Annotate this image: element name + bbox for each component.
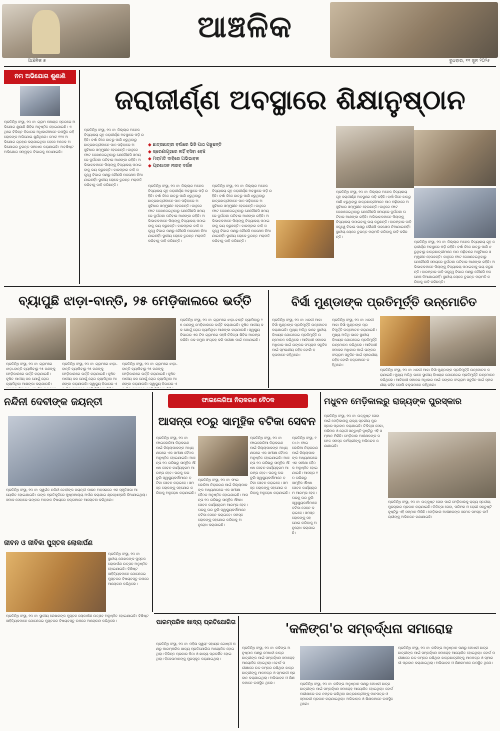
story7-body-col1: ପ୍ରତିନିଧି ସଂସ୍ଥା, ୧୦।୬: ସ୍ଥାନୀୟ ଲେଖକଙ୍କ ପୁସ୍ତକ ଲୋକାର୍ପଣ ଉତ୍ସବ ଅନୁଷ୍ଠିତ ହୋଇଯାଇଛି। ବିଶିଷ୍ଟ ସାହିତ୍ୟିକମାନେ ଯୋଗଦେଇ ପୁସ୍ତକର ବିଷୟବସ୍ତୁ ଉପରେ ଆଲୋଚନା କରିଥିଲେ।: [108, 552, 149, 586]
story5-photo-meeting: [198, 436, 248, 476]
story2-headline: ବ୍ୟାପୁଛି ଝାଡ଼ା-ବାନ୍ତି, ୨୫ ମେଡ଼ିକାଲରେ ଭର୍ତ୍ତି: [18, 294, 252, 309]
story8-headline: ପାରମ୍ପରିକ ଖାଦ୍ୟ ପ୍ରତିଯୋଗିତା: [156, 619, 236, 626]
lead-body-col4: ପ୍ରତିନିଧି ସଂସ୍ଥା, ୧୦।୬: ଜିଲ୍ଲାର ଅନେକ ବିଦ୍ୟାଳୟ ଗୃହ ଜରାଜୀର୍ଣ୍ଣ ଅବସ୍ଥାରେ ପଡ଼ି ରହିଛି। ବର୍ଷା ଦିନେ ଛାତରୁ ପାଣି ଝରୁଥିବାରୁ ଛାତ୍ରଛାତ୍ରୀମାନେ ପାଠ ପଢ଼ିବାରେ ଅସୁବିଧାର ସମ୍ମୁଖୀନ ହେଉଛନ୍ତି। କାନ୍ଥରେ ଫାଟ ଦେଖାଦେଇଥିବାରୁ ଯେକୌଣସି ସମୟରେ ଦୁର୍ଘଟଣା ଘଟିବାର ଆଶଙ୍କା ରହିଛି। ଅଭିଭାବକମାନେ ପିଲାଙ୍କୁ ବିଦ୍ୟାଳୟ ପଠାଇବାକୁ ଭୟ କରୁଛନ୍ତି। ବାରମ୍ବାର ଦାବି ସତ୍ତ୍ୱେ ବିଭାଗ ପକ୍ଷରୁ କୌଣସି ପଦକ୍ଷେପ ନିଆଯାଇନାହିଁ। ସ୍ଥାନୀୟ ଲୋକେ ତୁରନ୍ତ ମରାମତି କରିବାକୁ ଦାବି କରିଛନ୍ତି।: [336, 190, 412, 239]
story5-body-col1: ପ୍ରତିନିଧି ସଂସ୍ଥା, ୧୦।୬: ଫାଇଲେରିଆ ନିରାକରଣ ପାଇଁ ଜିଲ୍ଲାପାଳଙ୍କ ଅଧ୍ୟକ୍ଷତାରେ ଏକ ସମୀକ୍ଷା ବୈଠକ ଅନୁଷ୍ଠିତ ହୋଇଯାଇଛି। ଆସନ୍ତା ୧୦ ତାରିଖରୁ ସାମୂହିକ ଔଷଧ ସେବନ କାର୍ଯ୍ୟକ୍ରମ ଆରମ୍ଭ ହେବ। ଘରକୁ ଘର ବୁଲି ସ୍ୱାସ୍ଥ୍ୟକର୍ମୀମାନେ ବଟିକା ସେବନ କରାଇବେ। ସମସ୍ତ ଲୋକଙ୍କୁ ସହଯୋଗ କରିବାକୁ ଅନୁରୋଧ କରାଯାଇଛି।: [156, 436, 196, 495]
story3-photo-crowd: [430, 316, 496, 366]
story3-body-col1: ପ୍ରତିନିଧି ସଂସ୍ଥା, ୧୦।୬: ଧରତୀ ଆବା ବିର୍ସା ମୁଣ୍ଡାଙ୍କ ପ୍ରତିମୂର୍ତ୍ତି ଉନ୍ମୋଚନ କରାଯାଇଛି। ମୁଖ୍ୟ ଅତିଥି ଭାବେ ସ୍ଥାନୀୟ ବିଧାୟକ ଯୋଗଦେଇ ପ୍ରତିମୂର୍ତ୍ତି ଉନ୍ମୋଚନ କରିଥିଲେ। ଆଦିବାସୀ ସମାଜର ଅଧିକାର ପାଇଁ ତାଙ୍କର ସଂଗ୍ରାମ ସବୁଦିନ ପାଇଁ ସ୍ମରଣୀୟ ରହିବ ବୋଲି ବକ୍ତାମାନେ କହିଥିଲେ।: [272, 318, 328, 357]
lead-bullets: [148, 142, 288, 178]
story8-divider: [238, 616, 239, 728]
story2-body-col4: ପ୍ରତିନିଧି ସଂସ୍ଥା, ୧୦।୬: ଗ୍ରାମରେ ଝାଡ଼ା-ବାନ୍ତି ବ୍ୟାପିବାରୁ ୨୫ ଜଣଙ୍କୁ ମେଡ଼ିକାଲରେ ଭର୍ତ୍ତି କରାଯାଇଛି। ଦୂଷିତ ପାନୀୟ ଜଳ ଯୋଗୁଁ ରୋଗ ବ୍ୟାପିଥିବା ଆଶଙ୍କା କରାଯାଉଛି। ସ୍ୱାସ୍ଥ୍ୟ ବିଭାଗର ଏକ ଟିମ ଗ୍ରାମରେ ପହଞ୍ଚି ଚିକିତ୍ସା ଶିବିର ଆରମ୍ଭ କରିଛି। ଜଳ ନମୁନା ସଂଗ୍ରହ କରି ପରୀକ୍ଷା ପାଇଁ ପଠାଯାଇଛି।: [180, 318, 264, 342]
masthead-title: ଆଞ୍ଚଳିକ: [197, 10, 293, 45]
story5-body-col2: ପ୍ରତିନିଧି ସଂସ୍ଥା, ୧୦।୬: ଫାଇଲେରିଆ ନିରାକରଣ ପାଇଁ ଜିଲ୍ଲାପାଳଙ୍କ ଅଧ୍ୟକ୍ଷତାରେ ଏକ ସମୀକ୍ଷା ବୈଠକ ଅନୁଷ୍ଠିତ ହୋଇଯାଇଛି। ଆସନ୍ତା ୧୦ ତାରିଖରୁ ସାମୂହିକ ଔଷଧ ସେବନ କାର୍ଯ୍ୟକ୍ରମ ଆରମ୍ଭ ହେବ। ଘରକୁ ଘର ବୁଲି ସ୍ୱାସ୍ଥ୍ୟକର୍ମୀମାନେ ବଟିକା ସେବନ କରାଇବେ। ସମସ୍ତ ଲୋକଙ୍କୁ ସହଯୋଗ କରିବାକୁ ଅନୁରୋଧ କରାଯାଇଛି।: [198, 478, 248, 527]
story3-body-col2: ପ୍ରତିନିଧି ସଂସ୍ଥା, ୧୦।୬: ଧରତୀ ଆବା ବିର୍ସା ମୁଣ୍ଡାଙ୍କ ପ୍ରତିମୂର୍ତ୍ତି ଉନ୍ମୋଚନ କରାଯାଇଛି। ମୁଖ୍ୟ ଅତିଥି ଭାବେ ସ୍ଥାନୀୟ ବିଧାୟକ ଯୋଗଦେଇ ପ୍ରତିମୂର୍ତ୍ତି ଉନ୍ମୋଚନ କରିଥିଲେ। ଆଦିବାସୀ ସମାଜର ଅଧିକାର ପାଇଁ ତାଙ୍କର ସଂଗ୍ରାମ ସବୁଦିନ ପାଇଁ ସ୍ମରଣୀୟ ରହିବ ବୋଲି ବକ୍ତାମାନେ କହିଥିଲେ।: [332, 318, 378, 367]
story5-banner: ଫାଇଲେରିଆ ନିରାକରଣ ବୈଠକ: [168, 394, 308, 408]
lead-photo-yard: [414, 188, 496, 238]
story7-headline: ଜୀବନ ଓ ଜୀବିକା ପୁସ୍ତକ ଲୋକାର୍ପଣ: [4, 539, 93, 547]
story6-body-col1: ପ୍ରତିନିଧି ସଂସ୍ଥା, ୧୦।୬: ଉତ୍କୃଷ୍ଟ ସେବା ପାଇଁ ମେଡ଼ିକାଲକୁ ରାଜ୍ୟ ସ୍ତରୀୟ ପୁରସ୍କାର ପ୍ରଦାନ କରାଯାଇଛି। ଚିକିତ୍ସା ସେବା, ପରିମଳ ଓ ରୋଗୀ ସନ୍ତୁଷ୍ଟି ଦୃଷ୍ଟିରୁ ଏହି ସମ୍ମାନ ମିଳିଛି। ମେଡ଼ିକାଲ ଅଧୀକ୍ଷକଙ୍କ ସମେତ ସମସ୍ତ କର୍ମଚାରୀଙ୍କୁ ଅଭିନନ୍ଦନ ଜଣାଯାଇଛି।: [324, 414, 384, 448]
story7-photo-launch: [6, 552, 106, 612]
lead-body-col1: ପ୍ରତିନିଧି ସଂସ୍ଥା, ୧୦।୬: ଜିଲ୍ଲାର ଅନେକ ବିଦ୍ୟାଳୟ ଗୃହ ଜରାଜୀର୍ଣ୍ଣ ଅବସ୍ଥାରେ ପଡ଼ି ରହିଛି। ବର୍ଷା ଦିନେ ଛାତରୁ ପାଣି ଝରୁଥିବାରୁ ଛାତ୍ରଛାତ୍ରୀମାନେ ପାଠ ପଢ଼ିବାରେ ଅସୁବିଧାର ସମ୍ମୁଖୀନ ହେଉଛନ୍ତି। କାନ୍ଥରେ ଫାଟ ଦେଖାଦେଇଥିବାରୁ ଯେକୌଣସି ସମୟରେ ଦୁର୍ଘଟଣା ଘଟିବାର ଆଶଙ୍କା ରହିଛି। ଅଭିଭାବକମାନେ ପିଲାଙ୍କୁ ବିଦ୍ୟାଳୟ ପଠାଇବାକୁ ଭୟ କରୁଛନ୍ତି। ବାରମ୍ବାର ଦାବି ସତ୍ତ୍ୱେ ବିଭାଗ ପକ୍ଷରୁ କୌଣସି ପଦକ୍ଷେପ ନିଆଯାଇନାହିଁ। ସ୍ଥାନୀୟ ଲୋକେ ତୁରନ୍ତ ମରାମତି କରିବାକୁ ଦାବି କରିଛନ୍ତି।: [84, 128, 144, 187]
story5-body-col4: ପ୍ରତିନିଧି ସଂସ୍ଥା, ୧୦।୬: ଫାଇଲେରିଆ ନିରାକରଣ ପାଇଁ ଜିଲ୍ଲାପାଳଙ୍କ ଅଧ୍ୟକ୍ଷତାରେ ଏକ ସମୀକ୍ଷା ବୈଠକ ଅନୁଷ୍ଠିତ ହୋଇଯାଇଛି। ଆସନ୍ତା ୧୦ ତାରିଖରୁ ସାମୂହିକ ଔଷଧ ସେବନ କାର୍ଯ୍ୟକ୍ରମ ଆରମ୍ଭ ହେବ। ଘରକୁ ଘର ବୁଲି ସ୍ୱାସ୍ଥ୍ୟକର୍ମୀମାନେ ବଟିକା ସେବନ କରାଇବେ। ସମସ୍ତ ଲୋକଙ୍କୁ ସହଯୋଗ କରିବାକୁ ଅନୁରୋଧ କରାଯାଇଛି।: [292, 436, 318, 535]
story3-body-col3: ପ୍ରତିନିଧି ସଂସ୍ଥା, ୧୦।୬: ଧରତୀ ଆବା ବିର୍ସା ମୁଣ୍ଡାଙ୍କ ପ୍ରତିମୂର୍ତ୍ତି ଉନ୍ମୋଚନ କରାଯାଇଛି। ମୁଖ୍ୟ ଅତିଥି ଭାବେ ସ୍ଥାନୀୟ ବିଧାୟକ ଯୋଗଦେଇ ପ୍ରତିମୂର୍ତ୍ତି ଉନ୍ମୋଚନ କରିଥିଲେ। ଆଦିବାସୀ ସମାଜର ଅଧିକାର ପାଇଁ ତାଙ୍କର ସଂଗ୍ରାମ ସବୁଦିନ ପାଇଁ ସ୍ମରଣୀୟ ରହିବ ବୋଲି ବକ୍ତାମାନେ କହିଥିଲେ।: [380, 368, 495, 387]
side-divider: [79, 70, 80, 284]
story5-headline: ଆସନ୍ତା ୧୦ରୁ ସାମୂହିକ ବଟିକା ସେବନ: [158, 415, 316, 428]
section-rule-1: [4, 286, 496, 287]
story9-photo-stage: [300, 646, 394, 680]
lead-bullet: ◆ ପ୍ରଶାସନ ନୀରବ ଦର୍ଶକ: [148, 163, 288, 170]
story4-divider: [152, 392, 153, 612]
lead-bullet: ◆ ଛାତ୍ରଛାତ୍ରୀ ବର୍ଷାରେ ଭିଜି ପାଠ ପଢୁଛନ୍ତି: [148, 142, 288, 149]
story5-body-col3: ପ୍ରତିନିଧି ସଂସ୍ଥା, ୧୦।୬: ଫାଇଲେରିଆ ନିରାକରଣ ପାଇଁ ଜିଲ୍ଲାପାଳଙ୍କ ଅଧ୍ୟକ୍ଷତାରେ ଏକ ସମୀକ୍ଷା ବୈଠକ ଅନୁଷ୍ଠିତ ହୋଇଯାଇଛି। ଆସନ୍ତା ୧୦ ତାରିଖରୁ ସାମୂହିକ ଔଷଧ ସେବନ କାର୍ଯ୍ୟକ୍ରମ ଆରମ୍ଭ ହେବ। ଘରକୁ ଘର ବୁଲି ସ୍ୱାସ୍ଥ୍ୟକର୍ମୀମାନେ ବଟିକା ସେବନ କରାଇବେ। ସମସ୍ତ ଲୋକଙ୍କୁ ସହଯୋଗ କରିବାକୁ ଅନୁରୋଧ କରାଯାଇଛି।: [250, 436, 290, 495]
story5-divider: [320, 392, 321, 612]
lead-body-col2: ପ୍ରତିନିଧି ସଂସ୍ଥା, ୧୦।୬: ଜିଲ୍ଲାର ଅନେକ ବିଦ୍ୟାଳୟ ଗୃହ ଜରାଜୀର୍ଣ୍ଣ ଅବସ୍ଥାରେ ପଡ଼ି ରହିଛି। ବର୍ଷା ଦିନେ ଛାତରୁ ପାଣି ଝରୁଥିବାରୁ ଛାତ୍ରଛାତ୍ରୀମାନେ ପାଠ ପଢ଼ିବାରେ ଅସୁବିଧାର ସମ୍ମୁଖୀନ ହେଉଛନ୍ତି। କାନ୍ଥରେ ଫାଟ ଦେଖାଦେଇଥିବାରୁ ଯେକୌଣସି ସମୟରେ ଦୁର୍ଘଟଣା ଘଟିବାର ଆଶଙ୍କା ରହିଛି। ଅଭିଭାବକମାନେ ପିଲାଙ୍କୁ ବିଦ୍ୟାଳୟ ପଠାଇବାକୁ ଭୟ କରୁଛନ୍ତି। ବାରମ୍ବାର ଦାବି ସତ୍ତ୍ୱେ ବିଭାଗ ପକ୍ଷରୁ କୌଣସି ପଦକ୍ଷେପ ନିଆଯାଇନାହିଁ। ସ୍ଥାନୀୟ ଲୋକେ ତୁରନ୍ତ ମରାମତି କରିବାକୁ ଦାବି କରିଛନ୍ତି।: [148, 184, 208, 243]
section-rule-3: [154, 613, 496, 614]
lead-body-col3: ପ୍ରତିନିଧି ସଂସ୍ଥା, ୧୦।୬: ଜିଲ୍ଲାର ଅନେକ ବିଦ୍ୟାଳୟ ଗୃହ ଜରାଜୀର୍ଣ୍ଣ ଅବସ୍ଥାରେ ପଡ଼ି ରହିଛି। ବର୍ଷା ଦିନେ ଛାତରୁ ପାଣି ଝରୁଥିବାରୁ ଛାତ୍ରଛାତ୍ରୀମାନେ ପାଠ ପଢ଼ିବାରେ ଅସୁବିଧାର ସମ୍ମୁଖୀନ ହେଉଛନ୍ତି। କାନ୍ଥରେ ଫାଟ ଦେଖାଦେଇଥିବାରୁ ଯେକୌଣସି ସମୟରେ ଦୁର୍ଘଟଣା ଘଟିବାର ଆଶଙ୍କା ରହିଛି। ଅଭିଭାବକମାନେ ପିଲାଙ୍କୁ ବିଦ୍ୟାଳୟ ପଠାଇବାକୁ ଭୟ କରୁଛନ୍ତି। ବାରମ୍ବାର ଦାବି ସତ୍ତ୍ୱେ ବିଭାଗ ପକ୍ଷରୁ କୌଣସି ପଦକ୍ଷେପ ନିଆଯାଇନାହିଁ। ସ୍ଥାନୀୟ ଲୋକେ ତୁରନ୍ତ ମରାମତି କରିବାକୁ ଦାବି କରିଛନ୍ତି।: [212, 184, 272, 243]
story4-body: ପ୍ରତିନିଧି ସଂସ୍ଥା, ୧୦।୬: ସ୍ୱର୍ଗତ ନନ୍ଦିନୀ ଦେବୀଙ୍କ ଜୟନ୍ତୀ ପାଳନ ଅବସରରେ ଏକ ସ୍ମୃତିସଭା ଆୟୋଜିତ ହୋଇଯାଇଛି। ତାଙ୍କ ପ୍ରତିକୃତିରେ ପୁଷ୍ପମାଲ୍ୟ ଅର୍ପଣ କରାଯାଇ ଶ୍ରଦ୍ଧାଞ୍ଜଳି ଦିଆଯାଇଥିଲା। ସମାଜ ସେବାରେ ତାଙ୍କର ଅବଦାନ ବିଷୟରେ ବକ୍ତାମାନେ ଆଲୋଚନା କରିଥିଲେ।: [6, 488, 147, 502]
side-story-photo: [20, 86, 60, 116]
lead-bullet: ◆ ଶ୍ରେଣୀଗୃହରେ ନାହିଁ ବସିବା ବେଞ୍ଚ: [148, 149, 288, 156]
lead-photo-building: [276, 220, 334, 258]
lead-headline: ଜରାଜୀର୍ଣ୍ଣ ଅବସ୍ଥାରେ ଶିକ୍ଷାନୁଷ୍ଠାନ: [114, 85, 466, 116]
story2-photo-patients: [70, 318, 176, 360]
story2-body-col1: ପ୍ରତିନିଧି ସଂସ୍ଥା, ୧୦।୬: ଗ୍ରାମରେ ଝାଡ଼ା-ବାନ୍ତି ବ୍ୟାପିବାରୁ ୨୫ ଜଣଙ୍କୁ ମେଡ଼ିକାଲରେ ଭର୍ତ୍ତି କରାଯାଇଛି। ଦୂଷିତ ପାନୀୟ ଜଳ ଯୋଗୁଁ ରୋଗ ବ୍ୟାପିଥିବା ଆଶଙ୍କା କରାଯାଉଛି।: [6, 362, 56, 386]
story6-headline: ମଧୁବନ ମେଡ଼ିକାଲରୁ ରାଜ୍ୟଙ୍କ ପୁରସ୍କାର: [324, 397, 462, 407]
lead-body-col5: ପ୍ରତିନିଧି ସଂସ୍ଥା, ୧୦।୬: ଜିଲ୍ଲାର ଅନେକ ବିଦ୍ୟାଳୟ ଗୃହ ଜରାଜୀର୍ଣ୍ଣ ଅବସ୍ଥାରେ ପଡ଼ି ରହିଛି। ବର୍ଷା ଦିନେ ଛାତରୁ ପାଣି ଝରୁଥିବାରୁ ଛାତ୍ରଛାତ୍ରୀମାନେ ପାଠ ପଢ଼ିବାରେ ଅସୁବିଧାର ସମ୍ମୁଖୀନ ହେଉଛନ୍ତି। କାନ୍ଥରେ ଫାଟ ଦେଖାଦେଇଥିବାରୁ ଯେକୌଣସି ସମୟରେ ଦୁର୍ଘଟଣା ଘଟିବାର ଆଶଙ୍କା ରହିଛି। ଅଭିଭାବକମାନେ ପିଲାଙ୍କୁ ବିଦ୍ୟାଳୟ ପଠାଇବାକୁ ଭୟ କରୁଛନ୍ତି। ବାରମ୍ବାର ଦାବି ସତ୍ତ୍ୱେ ବିଭାଗ ପକ୍ଷରୁ କୌଣସି ପଦକ୍ଷେପ ନିଆଯାଇନାହିଁ। ସ୍ଥାନୀୟ ଲୋକେ ତୁରନ୍ତ ମରାମତି କରିବାକୁ ଦାବି କରିଛନ୍ତି।: [414, 240, 496, 284]
lead-bullet: ◆ ମରାମତି ଦାବିରେ ଅଭିଭାବକ: [148, 156, 288, 163]
section-rule-2: [4, 389, 496, 390]
story7-body-col2: ପ୍ରତିନିଧି ସଂସ୍ଥା, ୧୦।୬: ସ୍ଥାନୀୟ ଲେଖକଙ୍କ ପୁସ୍ତକ ଲୋକାର୍ପଣ ଉତ୍ସବ ଅନୁଷ୍ଠିତ ହୋଇଯାଇଛି। ବିଶିଷ୍ଟ ସାହିତ୍ୟିକମାନେ ଯୋଗଦେଇ ପୁସ୍ତକର ବିଷୟବସ୍ତୁ ଉପରେ ଆଲୋଚନା କରିଥିଲେ।: [6, 614, 149, 623]
story3-headline: ବିର୍ସା ମୁଣ୍ଡାଙ୍କ ପ୍ରତିମୂର୍ତ୍ତି ଉନ୍ମୋଚିତ: [291, 295, 477, 309]
story2-photo-ward: [6, 318, 66, 360]
masthead-photo-left: [2, 4, 130, 58]
story2-body-col3: ପ୍ରତିନିଧି ସଂସ୍ଥା, ୧୦।୬: ଗ୍ରାମରେ ଝାଡ଼ା-ବାନ୍ତି ବ୍ୟାପିବାରୁ ୨୫ ଜଣଙ୍କୁ ମେଡ଼ିକାଲରେ ଭର୍ତ୍ତି କରାଯାଇଛି। ଦୂଷିତ ପାନୀୟ ଜଳ ଯୋଗୁଁ ରୋଗ ବ୍ୟାପିଥିବା ଆଶଙ୍କା କରାଯାଉଛି। ସ୍ୱାସ୍ଥ୍ୟ ବିଭାଗର ଏ: [122, 362, 178, 386]
story8-body: ପ୍ରତିନିଧି ସଂସ୍ଥା, ୧୦।୬: ମହିଳା ସ୍ୱୟଂ ସହାୟକ ଗୋଷ୍ଠୀ ପକ୍ଷରୁ ପାରମ୍ପରିକ ଖାଦ୍ୟ ପ୍ରତିଯୋଗିତା ଆୟୋଜିତ ହୋଇଥିଲା। ବିଭିନ୍ନ ପ୍ରକାର ପିଠା ଓ ଖାଦ୍ୟ ପ୍ରଦର୍ଶିତ ହୋଇଥିଲା। ବିଜେତାମାନଙ୍କୁ ପୁରସ୍କୃତ କରାଯାଇଥିଲା।: [156, 642, 236, 661]
masthead: [0, 0, 500, 66]
masthead-rule: [4, 66, 496, 67]
side-story-title: ନମ ଅଭିଯୋଗ ଶୁଣାଣି: [4, 70, 76, 84]
story9-body-col1: ପ୍ରତିନିଧି ସଂସ୍ଥା, ୧୦।୬: କଳିଙ୍ଗ ଅନୁଷ୍ଠାନ ପକ୍ଷରୁ ମେଧାବୀ ଛାତ୍ରଛାତ୍ରୀଙ୍କ ପାଇଁ ସମ୍ବର୍ଦ୍ଧନା ସମାରୋହ ଆୟୋଜିତ ହୋଇଥିଲା। ବୋର୍ଡ ପରୀକ୍ଷାରେ ଉଚ୍ଚ ନମ୍ବର ରଖିଥିବା ଛାତ୍ରଛାତ୍ରୀଙ୍କୁ ମାନପତ୍ର ଓ ସ୍ମାରକୀ ପ୍ରଦାନ କରାଯାଇଥିଲା। ଅଭିଭାବକ ଓ ଶିକ୍ଷକମାନେ ଉପସ୍ଥିତ ଥିଲେ।: [242, 646, 296, 685]
story6-body-col2: ପ୍ରତିନିଧି ସଂସ୍ଥା, ୧୦।୬: ଉତ୍କୃଷ୍ଟ ସେବା ପାଇଁ ମେଡ଼ିକାଲକୁ ରାଜ୍ୟ ସ୍ତରୀୟ ପୁରସ୍କାର ପ୍ରଦାନ କରାଯାଇଛି। ଚିକିତ୍ସା ସେବା, ପରିମଳ ଓ ରୋଗୀ ସନ୍ତୁଷ୍ଟି ଦୃଷ୍ଟିରୁ ଏହି ସମ୍ମାନ ମିଳିଛି। ମେଡ଼ିକାଲ ଅଧୀକ୍ଷକଙ୍କ ସମେତ ସମସ୍ତ କର୍ମଚାରୀଙ୍କୁ ଅଭିନନ୍ଦନ ଜଣାଯାଇଛି।: [388, 500, 492, 519]
story2-divider: [268, 290, 269, 388]
masthead-date: ବୁଧବାର, ୧୧ ଜୁନ ୨୦୨୫: [449, 59, 490, 64]
masthead-photo-right: [330, 2, 498, 58]
masthead-page-label: ଆଞ୍ଚଳିକ ୭: [28, 59, 46, 64]
masthead-photo-left-temple: [32, 10, 60, 54]
side-story: [4, 70, 76, 286]
story2-body-col2: ପ୍ରତିନିଧି ସଂସ୍ଥା, ୧୦।୬: ଗ୍ରାମରେ ଝାଡ଼ା-ବାନ୍ତି ବ୍ୟାପିବାରୁ ୨୫ ଜଣଙ୍କୁ ମେଡ଼ିକାଲରେ ଭର୍ତ୍ତି କରାଯାଇଛି। ଦୂଷିତ ପାନୀୟ ଜଳ ଯୋଗୁଁ ରୋଗ ବ୍ୟାପିଥିବା ଆଶଙ୍କା କରାଯାଉଛି। ସ୍ୱାସ୍ଥ୍ୟ ବିଭାଗର ଏ: [62, 362, 118, 386]
story4-photo-event: [8, 416, 136, 486]
lead-photo-classroom: [414, 130, 496, 186]
story9-headline: 'କଳିଙ୍ଗ'ର ସମ୍ବର୍ଦ୍ଧନା ସମାରୋହ: [285, 622, 453, 637]
story3-photo-statue: [380, 316, 430, 366]
side-story-body: ପ୍ରତିନିଧି ସଂସ୍ଥା, ୧୦।୬: ଗ୍ରାମ ପଞ୍ଚାୟତ ସ୍ତରରେ ଅଭିଯୋଗ ଶୁଣାଣି ଶିବିର ଅନୁଷ୍ଠିତ ହୋଇଯାଇଛି। ଏଥିରେ ବିଭିନ୍ନ ବିଭାଗର ଅଧିକାରୀମାନେ ଉପସ୍ଥିତ ରହି ଲୋକଙ୍କ ଅଭିଯୋଗ ଶୁଣିଥିଲେ। ମୋଟ ୧୧୭ ଅଭିଯୋଗ ଗ୍ରହଣ କରାଯାଇଥିବା ବେଳେ ଅନେକ ଅଭିଯୋଗର ତୁରନ୍ତ ସମାଧାନ କରାଯାଇଛି। ଅବଶିଷ୍ଟ ଅଭିଯୋଗ ସମ୍ପୃକ୍ତ ବିଭାଗକୁ ପଠାଯାଇଛି।: [4, 120, 76, 154]
story4-headline: ନନ୍ଦିନୀ ଦେବୀଙ୍କ ଜୟନ୍ତୀ: [4, 397, 103, 408]
lead-photo-school: [336, 126, 414, 188]
story6-photo-award: [388, 432, 496, 498]
story9-body-col2: ପ୍ରତିନିଧି ସଂସ୍ଥା, ୧୦।୬: କଳିଙ୍ଗ ଅନୁଷ୍ଠାନ ପକ୍ଷରୁ ମେଧାବୀ ଛାତ୍ରଛାତ୍ରୀଙ୍କ ପାଇଁ ସମ୍ବର୍ଦ୍ଧନା ସମାରୋହ ଆୟୋଜିତ ହୋଇଥିଲା। ବୋର୍ଡ ପରୀକ୍ଷାରେ ଉଚ୍ଚ ନମ୍ବର ରଖିଥିବା ଛାତ୍ରଛାତ୍ରୀଙ୍କୁ ମାନପତ୍ର ଓ ସ୍ମାରକୀ ପ୍ରଦାନ କରାଯାଇଥିଲା। ଅଭିଭାବକ ଓ ଶିକ୍ଷକମାନେ ଉପସ୍ଥିତ ଥିଲେ।: [300, 682, 394, 706]
story9-body-col3: ପ୍ରତିନିଧି ସଂସ୍ଥା, ୧୦।୬: କଳିଙ୍ଗ ଅନୁଷ୍ଠାନ ପକ୍ଷରୁ ମେଧାବୀ ଛାତ୍ରଛାତ୍ରୀଙ୍କ ପାଇଁ ସମ୍ବର୍ଦ୍ଧନା ସମାରୋହ ଆୟୋଜିତ ହୋଇଥିଲା। ବୋର୍ଡ ପରୀକ୍ଷାରେ ଉଚ୍ଚ ନମ୍ବର ରଖିଥିବା ଛାତ୍ରଛାତ୍ରୀଙ୍କୁ ମାନପତ୍ର ଓ ସ୍ମାରକୀ ପ୍ରଦାନ କରାଯାଇଥିଲା। ଅଭିଭାବକ ଓ ଶିକ୍ଷକମାନେ ଉପସ୍ଥିତ ଥିଲେ।: [398, 646, 495, 665]
